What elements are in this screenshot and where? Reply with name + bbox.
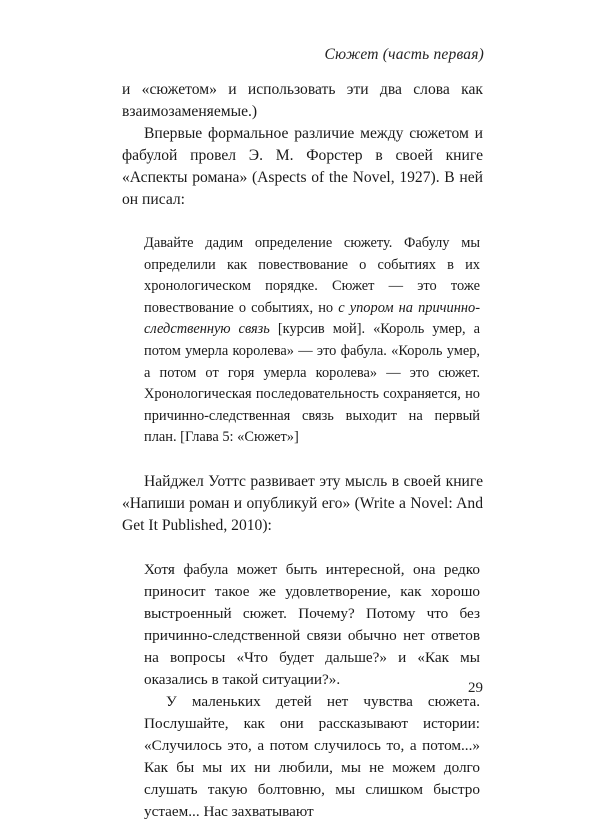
- paragraph-forster-intro: Впервые формальное различие между сюжетом и фабулой провел Э. М. Форстер в своей книге «Аспекты романа» (Aspects of the Novel, 1927). В ней он писал:: [122, 125, 483, 208]
- paragraph-watts-intro: Найджел Уоттс развивает эту мысль в своей книге «Напиши роман и опубликуй его» (Write a Novel: And Get It Published, 2010):: [122, 472, 483, 534]
- page-number: 29: [468, 680, 483, 696]
- blockquote-forster: [144, 233, 480, 449]
- page-body: [122, 79, 483, 823]
- quote-text-end: [курсив мой]. «Король умер, а потом умерла королева» — это фабула. «Король умер, а потом от горя умерла королева» — это сюжет. Хронологическая последовательность сохраняется, но причинно-следственная связь выходит на первый план. [Глава 5: «Сюжет»]: [144, 321, 480, 446]
- blockquote-watts-para-2: У маленьких детей нет чувства сюжета. Послушайте, как они рассказывают истории: «Случилось это, а потом случилось то, а потом...» Как бы мы их ни любили, мы не можем долго слушать такую болтовню, мы слишком быстро устаем... Нас захватывают: [144, 692, 480, 820]
- quote-text-start: Давайте дадим определение сюжету. Фабулу мы определили как повествование о событиях в их хронологическом порядке. Сюжет — это тоже повествование о событиях, но: [144, 235, 480, 316]
- running-head: Сюжет (часть первая): [324, 46, 484, 63]
- paragraph-continuation: и «сюжетом» и использовать эти два слова как взаимозаменяемые.): [122, 81, 483, 120]
- blockquote-watts: [144, 559, 480, 823]
- quote-emphasis: с упором на причинно-следственную связь: [144, 299, 480, 338]
- blockquote-watts-para-1: Хотя фабула может быть интересной, она редко приносит такое же удовлетворение, как хорошо выстроенный сюжет. Почему? Потому что без причинно-следственной связи обычно нет ответов на вопросы «Что будет дальше?» и «Как мы оказались в такой ситуации?».: [144, 560, 480, 688]
